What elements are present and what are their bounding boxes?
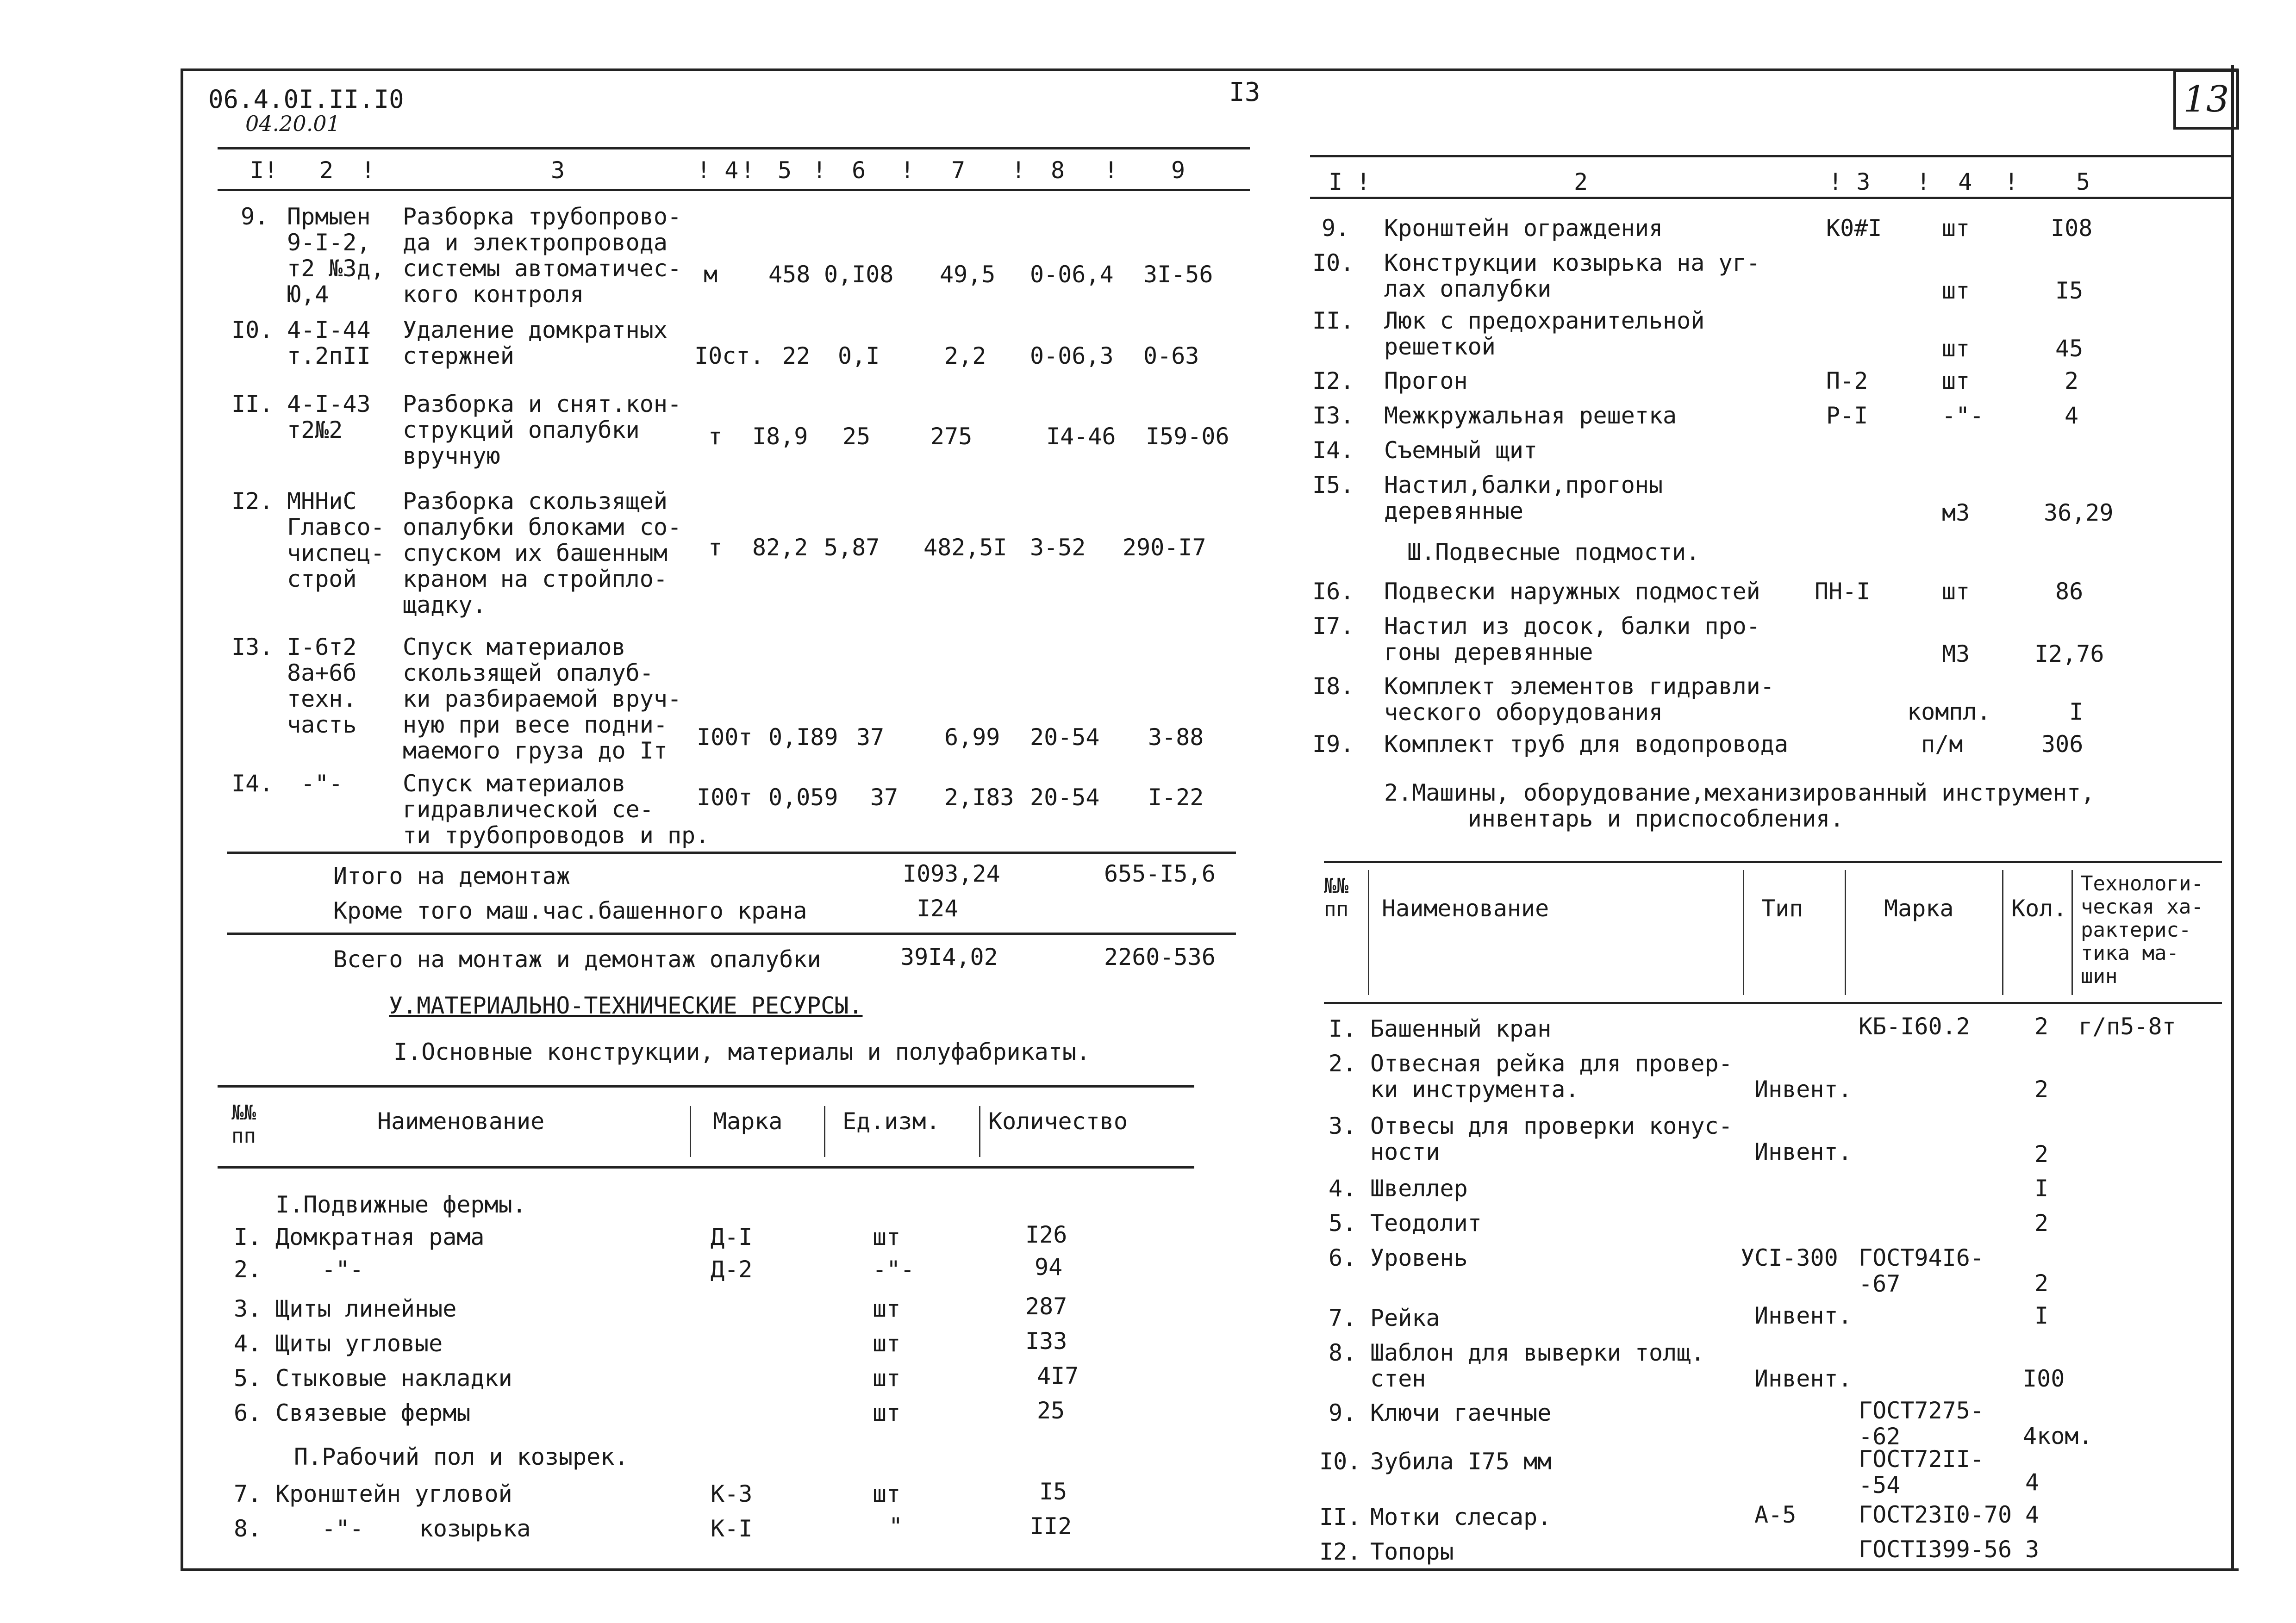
- item-unit: компл.: [1907, 698, 1991, 725]
- item-unit: шт: [1942, 277, 1970, 304]
- machine-qty: 4: [2025, 1501, 2040, 1528]
- item-number: I0.: [1312, 249, 1354, 276]
- mat-unit: ": [889, 1513, 903, 1540]
- machine-mark: ГОСТ72II- -54: [1859, 1446, 1984, 1499]
- col-divider: [979, 1106, 980, 1157]
- row-number: I4.: [231, 770, 274, 797]
- item-qty: I: [2069, 698, 2084, 725]
- mat-number: 4.: [234, 1330, 262, 1357]
- item-number: I9.: [1312, 731, 1354, 758]
- item-name: Люк с предохранительной решеткой: [1384, 307, 1705, 360]
- total-value: 39I4,02: [900, 944, 998, 970]
- machine-qty: 3: [2025, 1536, 2040, 1563]
- section-title: 2.Машины, оборудование,механизированный инструмент, инвентарь и приспособления.: [1384, 779, 2095, 832]
- machine-number: I.: [1329, 1015, 1357, 1042]
- machine-number: 6.: [1329, 1244, 1357, 1271]
- machine-qty: 2: [2034, 1270, 2049, 1297]
- row-description: Разборка трубопрово- да и электропровода системы автоматичес- кого контроля: [403, 203, 682, 308]
- item-qty: I5: [2055, 277, 2084, 304]
- row-cost: I59-06: [1146, 423, 1229, 450]
- machine-number: 2.: [1329, 1050, 1357, 1077]
- total-label: Всего на монтаж и демонтаж опалубки: [333, 946, 821, 973]
- row-total: 49,5: [940, 261, 996, 288]
- col-header: !: [900, 157, 915, 184]
- total-value: I093,24: [903, 860, 1000, 887]
- machine-mark: ГОСТ23I0-70: [1859, 1501, 2012, 1528]
- machine-number: II.: [1319, 1504, 1361, 1530]
- rule: [1310, 155, 2231, 157]
- mat-unit: шт: [873, 1365, 901, 1392]
- doc-code: 06.4.0I.II.I0: [208, 85, 404, 114]
- row-cost: I-22: [1148, 784, 1204, 811]
- machine-name: Отвесы для проверки конус- ности: [1370, 1113, 1733, 1165]
- item-mark: П-2: [1826, 367, 1868, 394]
- mat-name: -"-: [322, 1256, 364, 1283]
- machine-number: 9.: [1329, 1399, 1357, 1426]
- item-unit: шт: [1942, 367, 1970, 394]
- row-description: Спуск материалов гидравлической се- ти трубопроводов и пр.: [403, 770, 710, 849]
- col-header: №№ пп: [231, 1101, 256, 1148]
- machine-name: Топоры: [1370, 1538, 1454, 1565]
- row-description: Разборка скользящей опалубки блоками со- спуском их башенным краном на стройпло- щадку.: [403, 488, 682, 618]
- machine-type: УСI-300: [1741, 1244, 1838, 1271]
- item-name: Конструкции козырька на уг- лах опалубки: [1384, 249, 1760, 302]
- right-border: [2231, 65, 2234, 1569]
- machine-name: Мотки слесар.: [1370, 1504, 1552, 1530]
- col-divider: [1368, 870, 1369, 995]
- item-mark: Р-I: [1826, 402, 1868, 429]
- mat-mark: Д-I: [711, 1224, 753, 1250]
- row-reference: 4-I-44 т.2пII: [287, 317, 371, 369]
- col-header: 5: [2076, 168, 2090, 195]
- machine-name: Ключи гаечные: [1370, 1399, 1552, 1426]
- mat-mark: К-I: [711, 1515, 753, 1542]
- machine-name: Отвесная рейка для провер- ки инструмента.: [1370, 1050, 1733, 1103]
- col-header: Количество: [988, 1108, 1128, 1135]
- item-qty: I2,76: [2034, 640, 2104, 667]
- item-number: I3.: [1312, 402, 1354, 429]
- item-qty: 45: [2055, 335, 2084, 362]
- row-norm: 0,I: [838, 342, 880, 369]
- col-header: Марка: [713, 1108, 783, 1135]
- col-header: 2: [319, 157, 334, 184]
- mat-qty: 94: [1035, 1254, 1063, 1281]
- row-total: 275: [930, 423, 973, 450]
- col-header: Ед.изм.: [842, 1108, 940, 1135]
- col-header: 8: [1051, 157, 1065, 184]
- item-number: I6.: [1312, 578, 1354, 605]
- item-number: I4.: [1312, 437, 1354, 464]
- mat-name: Связевые фермы: [275, 1399, 471, 1426]
- item-qty: 2: [2065, 367, 2079, 394]
- col-divider: [1845, 870, 1846, 995]
- row-reference: МННиС Главсо- чиспец- строй: [287, 488, 385, 592]
- row-qty: 0,I89: [768, 724, 838, 751]
- mat-number: I.: [234, 1224, 262, 1250]
- page-box-number: 13: [2173, 69, 2239, 130]
- row-norm: 25: [842, 423, 871, 450]
- rule: [227, 933, 1236, 935]
- col-header: 5: [778, 157, 792, 184]
- row-norm: 37: [856, 724, 885, 751]
- col-header: ! 4: [697, 157, 739, 184]
- item-unit: шт: [1942, 578, 1970, 605]
- machine-number: 7.: [1329, 1305, 1357, 1331]
- row-norm: 37: [870, 784, 898, 811]
- machine-tech: г/п5-8т: [2078, 1013, 2176, 1040]
- row-number: I2.: [231, 488, 274, 515]
- mat-qty: II2: [1030, 1513, 1072, 1540]
- item-mark: ПН-I: [1815, 578, 1871, 605]
- machine-mark: КБ-I60.2: [1859, 1013, 1970, 1040]
- mat-unit: шт: [873, 1330, 901, 1357]
- item-unit: -"-: [1942, 402, 1984, 429]
- item-unit: М3: [1942, 640, 1970, 667]
- row-unit: т: [708, 534, 723, 561]
- machine-name: Башенный кран: [1370, 1015, 1552, 1042]
- machine-type: Инвент.: [1754, 1138, 1852, 1165]
- row-total: 482,5I: [923, 534, 1007, 561]
- machine-number: 4.: [1329, 1175, 1357, 1202]
- total-cost: 655-I5,6: [1104, 860, 1216, 887]
- machine-type: Инвент.: [1754, 1365, 1852, 1392]
- col-header: 7: [951, 157, 966, 184]
- row-reference: -"-: [301, 770, 343, 797]
- machine-type: Инвент.: [1754, 1302, 1852, 1329]
- mat-qty: 4I7: [1037, 1362, 1079, 1389]
- item-unit: п/м: [1921, 731, 1963, 758]
- mat-unit: шт: [873, 1480, 901, 1507]
- mat-qty: I33: [1025, 1328, 1067, 1355]
- mat-name: Кронштейн угловой: [275, 1480, 512, 1507]
- mat-number: 5.: [234, 1365, 262, 1392]
- row-cost: 290-I7: [1123, 534, 1206, 561]
- item-number: I2.: [1312, 367, 1354, 394]
- row-unit: т: [708, 423, 723, 450]
- item-qty: 4: [2065, 402, 2079, 429]
- row-norm: 0,I08: [824, 261, 894, 288]
- item-name: Подвески наружных подмостей: [1384, 578, 1760, 605]
- col-header: ! 4: [1916, 168, 1972, 195]
- section-title: У.МАТЕРИАЛЬНО-ТЕХНИЧЕСКИЕ РЕСУРСЫ.: [389, 992, 863, 1019]
- mat-qty: 25: [1037, 1397, 1065, 1424]
- row-total: 6,99: [944, 724, 1000, 751]
- rule: [218, 147, 1250, 149]
- mat-name: Щиты линейные: [275, 1295, 457, 1322]
- machine-qty: I: [2034, 1175, 2049, 1202]
- machine-mark: ГОСТ94I6- -67: [1859, 1244, 1984, 1297]
- rule: [1324, 1002, 2222, 1004]
- col-header: Технологи- ческая ха- рактерис- тика ма- шин: [2081, 872, 2203, 988]
- machine-qty: 2: [2034, 1141, 2049, 1168]
- row-norm: 5,87: [824, 534, 880, 561]
- mat-name: Щиты угловые: [275, 1330, 443, 1357]
- machine-name: Шаблон для выверки толщ. стен: [1370, 1339, 1705, 1392]
- row-reference: I-6т2 8а+6б техн. часть: [287, 634, 357, 738]
- machine-type: А-5: [1754, 1501, 1797, 1528]
- page-number: I3: [1229, 77, 1260, 107]
- item-number: II.: [1312, 307, 1354, 334]
- group-title: I.Подвижные фермы.: [275, 1191, 526, 1218]
- row-description: Спуск материалов скользящей опалуб- ки разбираемой вруч- ную при весе подни- маемого груза до Iт: [403, 634, 682, 764]
- machine-type: Инвент.: [1754, 1076, 1852, 1103]
- row-rate: 20-54: [1030, 724, 1100, 751]
- row-cost: 0-63: [1143, 342, 1199, 369]
- machine-mark: ГОСТI399-56: [1859, 1536, 2012, 1563]
- item-name: Настил из досок, балки про- гоны деревянные: [1384, 613, 1760, 665]
- row-number: 9.: [241, 203, 269, 230]
- row-unit: м: [704, 261, 718, 288]
- section-subtitle: I.Основные конструкции, материалы и полуфабрикаты.: [393, 1038, 1091, 1065]
- mat-unit: шт: [873, 1295, 901, 1322]
- machine-qty: 2: [2034, 1076, 2049, 1103]
- col-header: Тип: [1761, 895, 1803, 922]
- col-header: Наименование: [1382, 895, 1549, 922]
- row-unit: I00т: [697, 784, 753, 811]
- machine-qty: 2: [2034, 1013, 2049, 1040]
- item-name: Межкружальная решетка: [1384, 402, 1677, 429]
- row-rate: 3-52: [1030, 534, 1086, 561]
- item-name: Кронштейн ограждения: [1384, 215, 1663, 242]
- item-number: I5.: [1312, 472, 1354, 498]
- item-qty: 306: [2041, 731, 2084, 758]
- mat-number: 7.: [234, 1480, 262, 1507]
- total-label: Кроме того маш.час.башенного крана: [333, 897, 807, 924]
- col-header: 3: [551, 157, 565, 184]
- col-header: !: [361, 157, 375, 184]
- mat-number: 3.: [234, 1295, 262, 1322]
- row-rate: 0-06,4: [1030, 261, 1114, 288]
- row-qty: 458: [768, 261, 811, 288]
- col-divider: [2002, 870, 2003, 995]
- col-header: !: [1011, 157, 1026, 184]
- machine-number: 8.: [1329, 1339, 1357, 1366]
- mat-name: Домкратная рама: [275, 1224, 485, 1250]
- machine-number: 5.: [1329, 1210, 1357, 1237]
- machine-qty: 4ком.: [2023, 1423, 2093, 1449]
- item-unit: шт: [1942, 335, 1970, 362]
- row-qty: 82,2: [752, 534, 808, 561]
- item-unit: шт: [1942, 215, 1970, 242]
- col-header: №№ пп: [1324, 874, 1348, 921]
- row-number: II.: [231, 391, 274, 417]
- col-header: 2: [1574, 168, 1588, 195]
- machine-name: Швеллер: [1370, 1175, 1468, 1202]
- mat-qty: 287: [1025, 1293, 1067, 1320]
- mat-mark: К-3: [711, 1480, 753, 1507]
- item-name: Комплект труб для водопровода: [1384, 731, 1788, 758]
- mat-unit: шт: [873, 1224, 901, 1250]
- col-header: !: [2004, 168, 2019, 195]
- machine-number: I0.: [1319, 1448, 1361, 1475]
- row-unit: I00т: [697, 724, 753, 751]
- rule: [227, 852, 1236, 854]
- item-qty: 36,29: [2044, 499, 2114, 526]
- rule: [1310, 197, 2231, 199]
- col-header: Наименование: [377, 1108, 545, 1135]
- rule: [218, 1166, 1194, 1169]
- machine-name: Уровень: [1370, 1244, 1468, 1271]
- item-number: 9.: [1322, 215, 1350, 242]
- mat-number: 2.: [234, 1256, 262, 1283]
- col-header: ! 3: [1828, 168, 1871, 195]
- mat-number: 8.: [234, 1515, 262, 1542]
- col-header: I !: [1329, 168, 1371, 195]
- row-qty: 22: [782, 342, 811, 369]
- mat-qty: I26: [1025, 1221, 1067, 1248]
- total-value: I24: [917, 895, 959, 922]
- machine-name: Рейка: [1370, 1305, 1440, 1331]
- total-label: Итого на демонтаж: [333, 863, 570, 889]
- machine-number: I2.: [1319, 1538, 1361, 1565]
- machine-qty: 4: [2025, 1469, 2040, 1496]
- row-qty: 0,059: [768, 784, 838, 811]
- col-divider: [2071, 870, 2073, 995]
- row-rate: 20-54: [1030, 784, 1100, 811]
- item-name: Настил,балки,прогоны деревянные: [1384, 472, 1663, 524]
- row-rate: 0-06,3: [1030, 342, 1114, 369]
- machine-qty: 2: [2034, 1210, 2049, 1237]
- col-header: Кол.: [2011, 895, 2067, 922]
- col-divider: [824, 1106, 825, 1157]
- col-header: !: [1104, 157, 1118, 184]
- col-header: I!: [250, 157, 278, 184]
- row-number: I3.: [231, 634, 274, 660]
- col-header: Марка: [1884, 895, 1954, 922]
- machine-name: Зубила I75 мм: [1370, 1448, 1552, 1475]
- machine-number: 3.: [1329, 1113, 1357, 1139]
- col-divider: [690, 1106, 691, 1157]
- mat-number: 6.: [234, 1399, 262, 1426]
- mat-qty: I5: [1039, 1478, 1067, 1505]
- col-header: 6: [852, 157, 866, 184]
- item-number: I8.: [1312, 673, 1354, 700]
- row-cost: 3-88: [1148, 724, 1204, 751]
- rule: [218, 1085, 1194, 1088]
- mat-unit: шт: [873, 1399, 901, 1426]
- rule: [218, 189, 1250, 191]
- mat-mark: Д-2: [711, 1256, 753, 1283]
- row-qty: I8,9: [752, 423, 808, 450]
- row-unit: I0ст.: [694, 342, 764, 369]
- row-reference: Прмыен 9-I-2, т2 №3д, Ю,4: [287, 203, 385, 308]
- item-name: Прогон: [1384, 367, 1468, 394]
- item-unit: м3: [1942, 499, 1970, 526]
- item-qty: I08: [2051, 215, 2093, 242]
- row-rate: I4-46: [1046, 423, 1116, 450]
- mat-name: Стыковые накладки: [275, 1365, 512, 1392]
- item-mark: К0#I: [1826, 215, 1882, 242]
- row-total: 2,I83: [944, 784, 1014, 811]
- row-number: I0.: [231, 317, 274, 343]
- row-cost: 3I-56: [1143, 261, 1213, 288]
- group-title: Ш.Подвесные подмости.: [1407, 539, 1700, 566]
- mat-name: -"- козырька: [322, 1515, 531, 1542]
- rule: [1324, 861, 2222, 863]
- row-total: 2,2: [944, 342, 986, 369]
- col-header: !: [812, 157, 827, 184]
- item-name: Съемный щит: [1384, 437, 1538, 464]
- machine-name: Теодолит: [1370, 1210, 1482, 1237]
- row-description: Удаление домкратных стержней: [403, 317, 668, 369]
- col-header: !: [741, 157, 755, 184]
- row-reference: 4-I-43 т2№2: [287, 391, 371, 443]
- col-header: 9: [1171, 157, 1185, 184]
- row-description: Разборка и снят.кон- струкций опалубки вручную: [403, 391, 682, 469]
- machine-mark: ГОСТ7275- -62: [1859, 1397, 1984, 1450]
- group-title: П.Рабочий пол и козырек.: [294, 1443, 629, 1470]
- handwritten-note: 04.20.01: [245, 111, 340, 136]
- machine-qty: I: [2034, 1302, 2049, 1329]
- total-cost: 2260-536: [1104, 944, 1216, 970]
- machine-qty: I00: [2023, 1365, 2065, 1392]
- col-divider: [1743, 870, 1744, 995]
- item-name: Комплект элементов гидравли- ческого оборудования: [1384, 673, 1774, 726]
- item-number: I7.: [1312, 613, 1354, 640]
- mat-unit: -"-: [873, 1256, 915, 1283]
- item-qty: 86: [2055, 578, 2084, 605]
